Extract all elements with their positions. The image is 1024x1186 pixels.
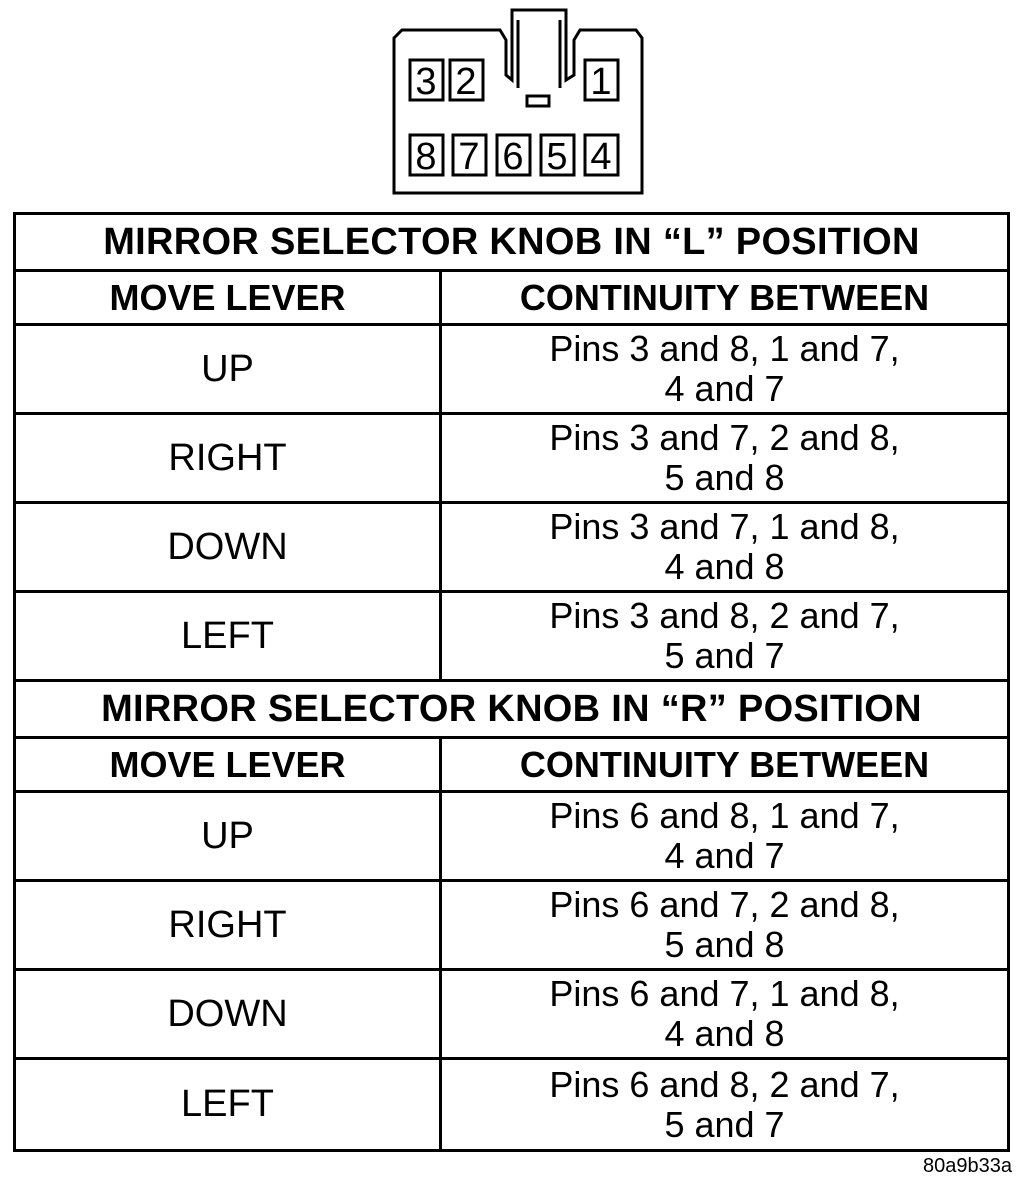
lever-direction: LEFT	[16, 593, 442, 679]
table-row	[16, 504, 1007, 593]
continuity-line: 5 and 7	[664, 1103, 785, 1145]
pin-label: 6	[502, 136, 524, 178]
pin-label: 7	[458, 136, 480, 178]
continuity-line: Pins 3 and 7, 2 and 8,	[549, 417, 900, 458]
pin-label: 4	[590, 136, 612, 178]
continuity-line: 5 and 8	[664, 924, 785, 965]
continuity-line: 4 and 7	[664, 835, 785, 876]
col-header-continuity: CONTINUITY BETWEEN	[519, 276, 930, 318]
continuity-line: Pins 6 and 8, 1 and 7,	[549, 795, 900, 836]
pin-label: 2	[455, 61, 477, 103]
lever-direction: DOWN	[16, 971, 442, 1057]
continuity-cell	[442, 415, 1007, 501]
table-row	[16, 971, 1007, 1060]
connector-key	[527, 96, 549, 106]
continuity-line: Pins 6 and 7, 2 and 8,	[549, 884, 900, 925]
table-header-row	[16, 739, 1007, 793]
continuity-line: 5 and 7	[664, 635, 785, 676]
pin-label: 3	[415, 61, 437, 103]
lever-direction: RIGHT	[16, 882, 442, 968]
lever-direction: DOWN	[16, 504, 442, 590]
table-row	[16, 882, 1007, 971]
continuity-cell	[442, 882, 1007, 968]
table-header-row	[16, 272, 1007, 326]
continuity-line: Pins 3 and 7, 1 and 8,	[549, 506, 900, 547]
lever-direction: UP	[16, 326, 442, 412]
lever-direction: LEFT	[16, 1060, 442, 1149]
pin-label: 5	[546, 136, 568, 178]
table-row	[16, 1060, 1007, 1149]
continuity-cell	[442, 1060, 1007, 1149]
connector-diagram	[0, 0, 1024, 212]
continuity-line: 4 and 7	[664, 368, 785, 409]
continuity-cell	[442, 593, 1007, 679]
continuity-cell	[442, 793, 1007, 879]
col-header-move-lever: MOVE LEVER	[16, 272, 442, 323]
section-title-l: MIRROR SELECTOR KNOB IN “L” POSITION	[16, 215, 1007, 272]
reference-code: 80a9b33a	[923, 1155, 1012, 1177]
continuity-line: 5 and 8	[664, 457, 785, 498]
continuity-line: Pins 3 and 8, 1 and 7,	[549, 328, 900, 369]
continuity-line: 4 and 8	[664, 546, 785, 587]
lever-direction: UP	[16, 793, 442, 879]
continuity-cell	[442, 504, 1007, 590]
continuity-line: Pins 6 and 7, 1 and 8,	[549, 973, 900, 1014]
connector-latch	[518, 20, 560, 88]
continuity-cell	[442, 326, 1007, 412]
section-title-r: MIRROR SELECTOR KNOB IN “R” POSITION	[16, 682, 1007, 739]
table-row	[16, 415, 1007, 504]
continuity-cell	[442, 971, 1007, 1057]
table-row	[16, 793, 1007, 882]
continuity-table	[13, 212, 1010, 1152]
pin-label: 8	[415, 136, 437, 178]
col-header-continuity: CONTINUITY BETWEEN	[519, 743, 930, 785]
lever-direction: RIGHT	[16, 415, 442, 501]
col-header-move-lever: MOVE LEVER	[16, 739, 442, 790]
continuity-line: Pins 3 and 8, 2 and 7,	[549, 595, 900, 636]
continuity-line: Pins 6 and 8, 2 and 7,	[549, 1063, 900, 1105]
continuity-line: 4 and 8	[664, 1013, 785, 1054]
pin-label: 1	[590, 61, 612, 103]
table-row	[16, 593, 1007, 682]
table-row	[16, 326, 1007, 415]
